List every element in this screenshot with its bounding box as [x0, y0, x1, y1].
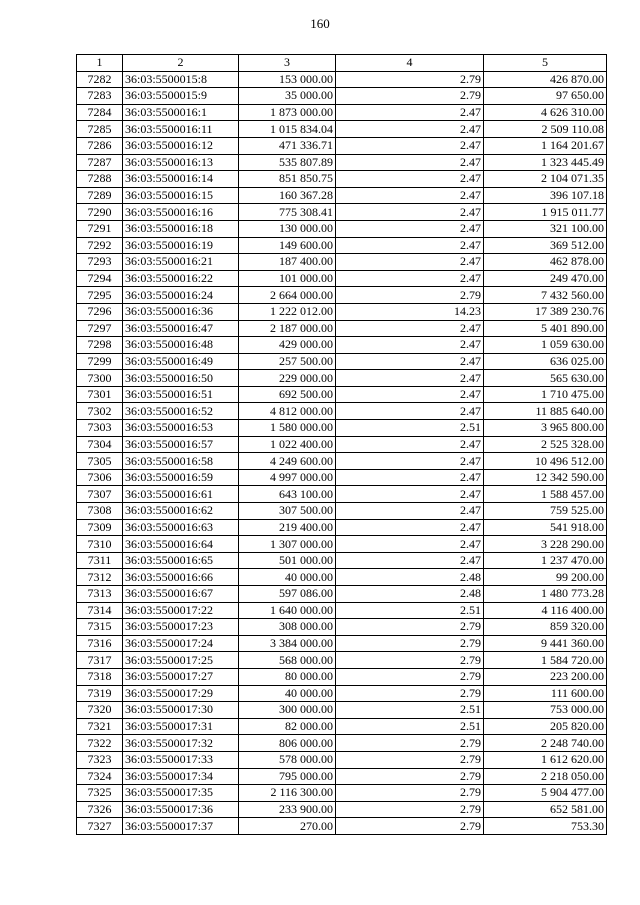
total-cell: 99 200.00 [484, 569, 607, 586]
total-cell: 2 104 071.35 [484, 171, 607, 188]
total-cell: 1 710 475.00 [484, 386, 607, 403]
row-number-cell: 7301 [77, 386, 123, 403]
rate-cell: 2.47 [336, 320, 484, 337]
value-cell: 35 000.00 [239, 88, 336, 105]
value-cell: 40 000.00 [239, 685, 336, 702]
table-body [77, 71, 607, 834]
data-table [76, 54, 607, 835]
row-number-cell: 7320 [77, 702, 123, 719]
table-row [77, 137, 607, 154]
cadastral-number-cell: 36:03:5500016:62 [123, 503, 239, 520]
value-cell: 501 000.00 [239, 552, 336, 569]
table-row [77, 171, 607, 188]
total-cell: 859 320.00 [484, 619, 607, 636]
table-row [77, 436, 607, 453]
cadastral-number-cell: 36:03:5500016:59 [123, 469, 239, 486]
value-cell: 233 900.00 [239, 801, 336, 818]
rate-cell: 2.47 [336, 204, 484, 221]
total-cell: 205 820.00 [484, 718, 607, 735]
total-cell: 753.30 [484, 818, 607, 835]
cadastral-number-cell: 36:03:5500017:37 [123, 818, 239, 835]
rate-cell: 2.51 [336, 702, 484, 719]
value-cell: 300 000.00 [239, 702, 336, 719]
total-cell: 462 878.00 [484, 254, 607, 271]
column-header-5: 5 [484, 55, 607, 72]
row-number-cell: 7289 [77, 187, 123, 204]
total-cell: 5 401 890.00 [484, 320, 607, 337]
row-number-cell: 7306 [77, 469, 123, 486]
cadastral-number-cell: 36:03:5500017:25 [123, 652, 239, 669]
cadastral-number-cell: 36:03:5500017:30 [123, 702, 239, 719]
table-row [77, 735, 607, 752]
total-cell: 7 432 560.00 [484, 287, 607, 304]
total-cell: 1 237 470.00 [484, 552, 607, 569]
cadastral-number-cell: 36:03:5500016:11 [123, 121, 239, 138]
row-number-cell: 7291 [77, 220, 123, 237]
row-number-cell: 7317 [77, 652, 123, 669]
total-cell: 541 918.00 [484, 519, 607, 536]
total-cell: 1 588 457.00 [484, 486, 607, 503]
total-cell: 565 630.00 [484, 370, 607, 387]
table-row [77, 751, 607, 768]
total-cell: 4 626 310.00 [484, 104, 607, 121]
rate-cell: 2.47 [336, 552, 484, 569]
rate-cell: 2.47 [336, 254, 484, 271]
table-header [77, 55, 607, 72]
value-cell: 795 000.00 [239, 768, 336, 785]
row-number-cell: 7284 [77, 104, 123, 121]
total-cell: 2 525 328.00 [484, 436, 607, 453]
total-cell: 3 228 290.00 [484, 536, 607, 553]
rate-cell: 2.47 [336, 486, 484, 503]
row-number-cell: 7314 [77, 602, 123, 619]
total-cell: 1 164 201.67 [484, 137, 607, 154]
rate-cell: 2.47 [336, 154, 484, 171]
total-cell: 1 059 630.00 [484, 337, 607, 354]
rate-cell: 2.47 [336, 403, 484, 420]
value-cell: 270.00 [239, 818, 336, 835]
row-number-cell: 7303 [77, 420, 123, 437]
total-cell: 111 600.00 [484, 685, 607, 702]
rate-cell: 2.47 [336, 453, 484, 470]
value-cell: 4 249 600.00 [239, 453, 336, 470]
cadastral-number-cell: 36:03:5500016:36 [123, 303, 239, 320]
total-cell: 17 389 230.76 [484, 303, 607, 320]
table-row [77, 220, 607, 237]
row-number-cell: 7298 [77, 337, 123, 354]
cadastral-number-cell: 36:03:5500016:63 [123, 519, 239, 536]
row-number-cell: 7299 [77, 353, 123, 370]
cadastral-number-cell: 36:03:5500016:19 [123, 237, 239, 254]
cadastral-number-cell: 36:03:5500016:49 [123, 353, 239, 370]
header-row [77, 55, 607, 72]
row-number-cell: 7307 [77, 486, 123, 503]
row-number-cell: 7283 [77, 88, 123, 105]
value-cell: 82 000.00 [239, 718, 336, 735]
rate-cell: 2.47 [336, 104, 484, 121]
row-number-cell: 7309 [77, 519, 123, 536]
total-cell: 2 218 050.00 [484, 768, 607, 785]
value-cell: 257 500.00 [239, 353, 336, 370]
rate-cell: 2.47 [336, 187, 484, 204]
value-cell: 229 000.00 [239, 370, 336, 387]
row-number-cell: 7304 [77, 436, 123, 453]
cadastral-number-cell: 36:03:5500016:51 [123, 386, 239, 403]
row-number-cell: 7324 [77, 768, 123, 785]
table-row [77, 785, 607, 802]
rate-cell: 2.47 [336, 370, 484, 387]
row-number-cell: 7300 [77, 370, 123, 387]
row-number-cell: 7322 [77, 735, 123, 752]
rate-cell: 2.79 [336, 785, 484, 802]
table-row [77, 469, 607, 486]
table-row [77, 552, 607, 569]
table-row [77, 420, 607, 437]
total-cell: 9 441 360.00 [484, 635, 607, 652]
value-cell: 219 400.00 [239, 519, 336, 536]
rate-cell: 2.47 [336, 353, 484, 370]
table-row [77, 536, 607, 553]
rate-cell: 2.51 [336, 602, 484, 619]
value-cell: 101 000.00 [239, 270, 336, 287]
total-cell: 2 509 110.08 [484, 121, 607, 138]
table-row [77, 104, 607, 121]
value-cell: 3 384 000.00 [239, 635, 336, 652]
rate-cell: 2.47 [336, 121, 484, 138]
table-row [77, 320, 607, 337]
cadastral-number-cell: 36:03:5500016:1 [123, 104, 239, 121]
cadastral-number-cell: 36:03:5500016:13 [123, 154, 239, 171]
rate-cell: 2.47 [336, 386, 484, 403]
table-row [77, 370, 607, 387]
cadastral-number-cell: 36:03:5500017:24 [123, 635, 239, 652]
row-number-cell: 7325 [77, 785, 123, 802]
value-cell: 851 850.75 [239, 171, 336, 188]
table-row [77, 187, 607, 204]
cadastral-number-cell: 36:03:5500017:36 [123, 801, 239, 818]
row-number-cell: 7286 [77, 137, 123, 154]
total-cell: 3 965 800.00 [484, 420, 607, 437]
total-cell: 753 000.00 [484, 702, 607, 719]
rate-cell: 2.79 [336, 768, 484, 785]
total-cell: 2 248 740.00 [484, 735, 607, 752]
table-row [77, 668, 607, 685]
total-cell: 12 342 590.00 [484, 469, 607, 486]
cadastral-number-cell: 36:03:5500017:33 [123, 751, 239, 768]
value-cell: 2 664 000.00 [239, 287, 336, 304]
value-cell: 40 000.00 [239, 569, 336, 586]
row-number-cell: 7315 [77, 619, 123, 636]
cadastral-number-cell: 36:03:5500016:16 [123, 204, 239, 221]
table-row [77, 685, 607, 702]
cadastral-number-cell: 36:03:5500016:22 [123, 270, 239, 287]
row-number-cell: 7296 [77, 303, 123, 320]
table-row [77, 337, 607, 354]
value-cell: 1 015 834.04 [239, 121, 336, 138]
value-cell: 1 222 012.00 [239, 303, 336, 320]
total-cell: 5 904 477.00 [484, 785, 607, 802]
total-cell: 249 470.00 [484, 270, 607, 287]
table-row [77, 635, 607, 652]
table-row [77, 386, 607, 403]
rate-cell: 2.79 [336, 751, 484, 768]
value-cell: 775 308.41 [239, 204, 336, 221]
rate-cell: 2.47 [336, 469, 484, 486]
table-row [77, 519, 607, 536]
cadastral-number-cell: 36:03:5500017:34 [123, 768, 239, 785]
value-cell: 2 187 000.00 [239, 320, 336, 337]
cadastral-number-cell: 36:03:5500017:23 [123, 619, 239, 636]
table-row [77, 270, 607, 287]
row-number-cell: 7287 [77, 154, 123, 171]
column-header-2: 2 [123, 55, 239, 72]
rate-cell: 2.79 [336, 652, 484, 669]
rate-cell: 2.79 [336, 88, 484, 105]
table-row [77, 303, 607, 320]
cadastral-number-cell: 36:03:5500016:65 [123, 552, 239, 569]
cadastral-number-cell: 36:03:5500016:12 [123, 137, 239, 154]
cadastral-number-cell: 36:03:5500017:35 [123, 785, 239, 802]
cadastral-number-cell: 36:03:5500016:21 [123, 254, 239, 271]
rate-cell: 2.79 [336, 801, 484, 818]
total-cell: 1 323 445.49 [484, 154, 607, 171]
row-number-cell: 7318 [77, 668, 123, 685]
table-row [77, 237, 607, 254]
value-cell: 1 640 000.00 [239, 602, 336, 619]
total-cell: 4 116 400.00 [484, 602, 607, 619]
value-cell: 568 000.00 [239, 652, 336, 669]
cadastral-number-cell: 36:03:5500016:52 [123, 403, 239, 420]
table-row [77, 718, 607, 735]
row-number-cell: 7308 [77, 503, 123, 520]
table-row [77, 486, 607, 503]
row-number-cell: 7293 [77, 254, 123, 271]
rate-cell: 2.79 [336, 685, 484, 702]
rate-cell: 2.79 [336, 71, 484, 88]
row-number-cell: 7302 [77, 403, 123, 420]
rate-cell: 14.23 [336, 303, 484, 320]
cadastral-number-cell: 36:03:5500017:31 [123, 718, 239, 735]
page-number: 160 [310, 16, 330, 31]
table-row [77, 801, 607, 818]
cadastral-number-cell: 36:03:5500017:29 [123, 685, 239, 702]
rate-cell: 2.47 [336, 337, 484, 354]
value-cell: 1 580 000.00 [239, 420, 336, 437]
row-number-cell: 7305 [77, 453, 123, 470]
value-cell: 806 000.00 [239, 735, 336, 752]
cadastral-number-cell: 36:03:5500016:53 [123, 420, 239, 437]
value-cell: 692 500.00 [239, 386, 336, 403]
rate-cell: 2.79 [336, 735, 484, 752]
cadastral-number-cell: 36:03:5500016:57 [123, 436, 239, 453]
rate-cell: 2.79 [336, 287, 484, 304]
table-row [77, 586, 607, 603]
cadastral-number-cell: 36:03:5500016:61 [123, 486, 239, 503]
rate-cell: 2.51 [336, 420, 484, 437]
value-cell: 643 100.00 [239, 486, 336, 503]
rate-cell: 2.47 [336, 503, 484, 520]
value-cell: 80 000.00 [239, 668, 336, 685]
rate-cell: 2.79 [336, 635, 484, 652]
rate-cell: 2.48 [336, 569, 484, 586]
total-cell: 321 100.00 [484, 220, 607, 237]
table-row [77, 287, 607, 304]
table-row [77, 602, 607, 619]
table-row [77, 71, 607, 88]
total-cell: 369 512.00 [484, 237, 607, 254]
value-cell: 187 400.00 [239, 254, 336, 271]
value-cell: 307 500.00 [239, 503, 336, 520]
total-cell: 1 480 773.28 [484, 586, 607, 603]
rate-cell: 2.51 [336, 718, 484, 735]
total-cell: 759 525.00 [484, 503, 607, 520]
table-row [77, 154, 607, 171]
row-number-cell: 7313 [77, 586, 123, 603]
cadastral-number-cell: 36:03:5500017:32 [123, 735, 239, 752]
cadastral-number-cell: 36:03:5500016:67 [123, 586, 239, 603]
value-cell: 535 807.89 [239, 154, 336, 171]
rate-cell: 2.79 [336, 818, 484, 835]
table-row [77, 121, 607, 138]
cadastral-number-cell: 36:03:5500016:15 [123, 187, 239, 204]
value-cell: 4 997 000.00 [239, 469, 336, 486]
table-row [77, 88, 607, 105]
cadastral-number-cell: 36:03:5500016:48 [123, 337, 239, 354]
cadastral-number-cell: 36:03:5500017:27 [123, 668, 239, 685]
total-cell: 11 885 640.00 [484, 403, 607, 420]
cadastral-number-cell: 36:03:5500015:9 [123, 88, 239, 105]
row-number-cell: 7292 [77, 237, 123, 254]
value-cell: 578 000.00 [239, 751, 336, 768]
row-number-cell: 7327 [77, 818, 123, 835]
table-row [77, 619, 607, 636]
rate-cell: 2.47 [336, 220, 484, 237]
cadastral-number-cell: 36:03:5500016:14 [123, 171, 239, 188]
row-number-cell: 7297 [77, 320, 123, 337]
value-cell: 429 000.00 [239, 337, 336, 354]
total-cell: 10 496 512.00 [484, 453, 607, 470]
rate-cell: 2.79 [336, 668, 484, 685]
row-number-cell: 7321 [77, 718, 123, 735]
total-cell: 636 025.00 [484, 353, 607, 370]
total-cell: 426 870.00 [484, 71, 607, 88]
table-row [77, 503, 607, 520]
value-cell: 597 086.00 [239, 586, 336, 603]
rate-cell: 2.47 [336, 536, 484, 553]
row-number-cell: 7316 [77, 635, 123, 652]
row-number-cell: 7312 [77, 569, 123, 586]
cadastral-number-cell: 36:03:5500016:58 [123, 453, 239, 470]
total-cell: 223 200.00 [484, 668, 607, 685]
value-cell: 1 873 000.00 [239, 104, 336, 121]
cadastral-number-cell: 36:03:5500015:8 [123, 71, 239, 88]
rate-cell: 2.79 [336, 619, 484, 636]
row-number-cell: 7311 [77, 552, 123, 569]
rate-cell: 2.47 [336, 171, 484, 188]
row-number-cell: 7285 [77, 121, 123, 138]
table-row [77, 453, 607, 470]
table-row [77, 652, 607, 669]
table-row [77, 768, 607, 785]
value-cell: 160 367.28 [239, 187, 336, 204]
value-cell: 471 336.71 [239, 137, 336, 154]
cadastral-number-cell: 36:03:5500016:64 [123, 536, 239, 553]
total-cell: 1 584 720.00 [484, 652, 607, 669]
row-number-cell: 7295 [77, 287, 123, 304]
cadastral-number-cell: 36:03:5500016:24 [123, 287, 239, 304]
row-number-cell: 7282 [77, 71, 123, 88]
cadastral-number-cell: 36:03:5500017:22 [123, 602, 239, 619]
table-row [77, 818, 607, 835]
total-cell: 97 650.00 [484, 88, 607, 105]
value-cell: 130 000.00 [239, 220, 336, 237]
rate-cell: 2.47 [336, 270, 484, 287]
cadastral-number-cell: 36:03:5500016:66 [123, 569, 239, 586]
total-cell: 1 612 620.00 [484, 751, 607, 768]
cadastral-number-cell: 36:03:5500016:47 [123, 320, 239, 337]
table-row [77, 353, 607, 370]
value-cell: 1 307 000.00 [239, 536, 336, 553]
table-row [77, 702, 607, 719]
table-row [77, 569, 607, 586]
value-cell: 308 000.00 [239, 619, 336, 636]
column-header-1: 1 [77, 55, 123, 72]
cadastral-number-cell: 36:03:5500016:18 [123, 220, 239, 237]
rate-cell: 2.48 [336, 586, 484, 603]
table-row [77, 204, 607, 221]
value-cell: 1 022 400.00 [239, 436, 336, 453]
row-number-cell: 7323 [77, 751, 123, 768]
rate-cell: 2.47 [336, 237, 484, 254]
column-header-4: 4 [336, 55, 484, 72]
total-cell: 1 915 011.77 [484, 204, 607, 221]
total-cell: 652 581.00 [484, 801, 607, 818]
value-cell: 2 116 300.00 [239, 785, 336, 802]
row-number-cell: 7288 [77, 171, 123, 188]
rate-cell: 2.47 [336, 436, 484, 453]
row-number-cell: 7310 [77, 536, 123, 553]
row-number-cell: 7326 [77, 801, 123, 818]
column-header-3: 3 [239, 55, 336, 72]
rate-cell: 2.47 [336, 137, 484, 154]
value-cell: 153 000.00 [239, 71, 336, 88]
row-number-cell: 7319 [77, 685, 123, 702]
value-cell: 4 812 000.00 [239, 403, 336, 420]
rate-cell: 2.47 [336, 519, 484, 536]
row-number-cell: 7294 [77, 270, 123, 287]
row-number-cell: 7290 [77, 204, 123, 221]
total-cell: 396 107.18 [484, 187, 607, 204]
cadastral-number-cell: 36:03:5500016:50 [123, 370, 239, 387]
table-row [77, 254, 607, 271]
value-cell: 149 600.00 [239, 237, 336, 254]
table-row [77, 403, 607, 420]
